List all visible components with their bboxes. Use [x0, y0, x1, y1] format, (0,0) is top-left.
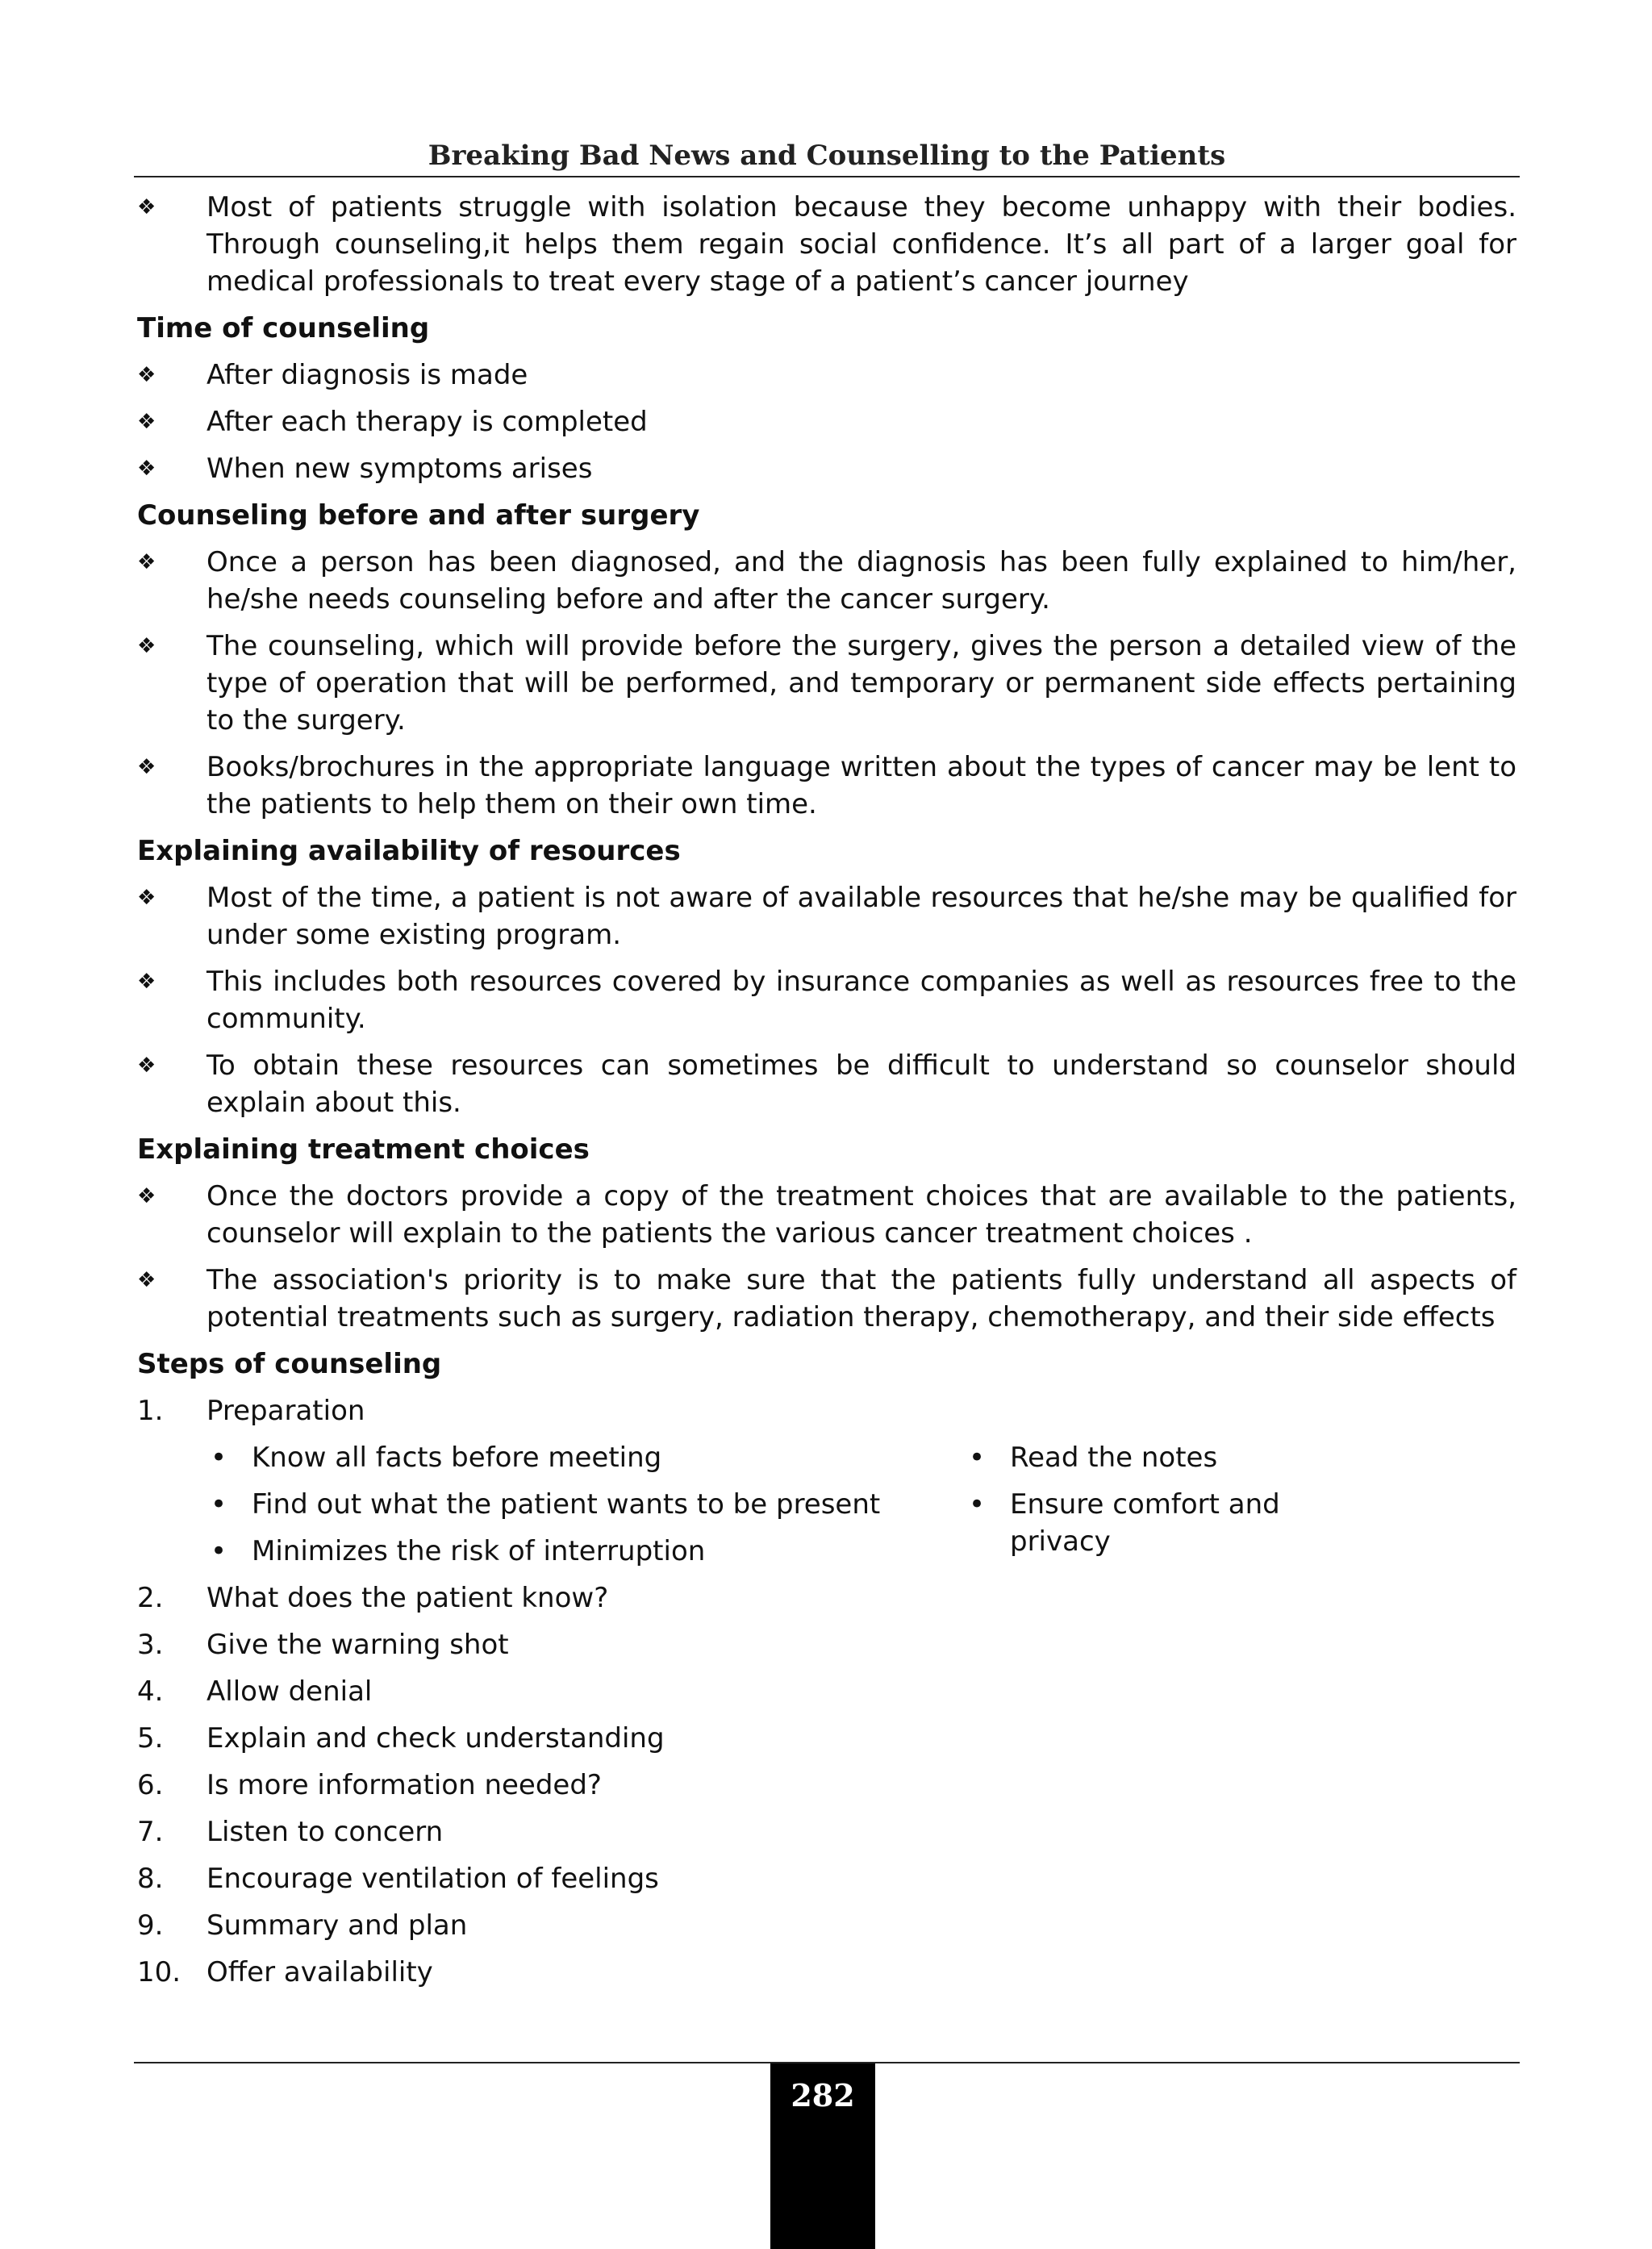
- step-item: [137, 1579, 1516, 1617]
- section-heading-time-of-counseling: Time of counseling: [137, 312, 430, 344]
- sub-list-item: [206, 1486, 965, 1523]
- bullet-text: When new symptoms arises: [206, 453, 593, 485]
- diamond-bullet-icon: ❖: [137, 457, 156, 481]
- page-number-box: [770, 2063, 875, 2249]
- diamond-bullet-icon: ❖: [137, 886, 156, 910]
- dot-bullet-icon: •: [968, 1442, 986, 1474]
- step-text: Preparation: [206, 1395, 365, 1427]
- step-number: 8.: [137, 1863, 164, 1895]
- step-text: Offer availability: [206, 1956, 433, 1988]
- page-number: 282: [791, 2077, 855, 2113]
- diamond-bullet-icon: ❖: [137, 1054, 156, 1078]
- sub-list-item: [206, 1439, 965, 1476]
- step-number: 6.: [137, 1769, 164, 1801]
- sub-item-text: Minimizes the risk of interruption: [252, 1535, 706, 1567]
- section-heading-steps: Steps of counseling: [137, 1348, 442, 1380]
- diamond-bullet-icon: ❖: [137, 550, 156, 574]
- step-text: Allow denial: [206, 1675, 373, 1708]
- diamond-bullet-icon: ❖: [137, 755, 156, 779]
- step-text: Listen to concern: [206, 1816, 444, 1848]
- step-number: 10.: [137, 1956, 181, 1988]
- step-item: [137, 1954, 1516, 1991]
- diamond-bullet-icon: ❖: [137, 195, 156, 219]
- header-divider: [134, 176, 1520, 177]
- sub-list-item: [965, 1439, 1368, 1476]
- step-text: Summary and plan: [206, 1909, 468, 1942]
- diamond-bullet-icon: ❖: [137, 970, 156, 994]
- step-item: [137, 1392, 1516, 1429]
- step-number: 1.: [137, 1395, 164, 1427]
- section-heading-treatment-choices: Explaining treatment choices: [137, 1133, 590, 1166]
- list-item: [137, 628, 1516, 739]
- list-item: [137, 357, 1516, 394]
- sub-item-text: Know all facts before meeting: [252, 1442, 662, 1474]
- bullet-text: Once the doctors provide a copy of the treatment choices that are available to the patients, counselor will explain to the patients the various cancer treatment choices .: [206, 1180, 1516, 1250]
- step-text: Is more information needed?: [206, 1769, 602, 1801]
- step-number: 9.: [137, 1909, 164, 1942]
- sub-item-text: Read the notes: [1010, 1442, 1218, 1474]
- step-text: Encourage ventilation of feelings: [206, 1863, 659, 1895]
- sub-item-text: Ensure comfort and privacy: [1010, 1488, 1280, 1558]
- sub-list-item: [206, 1533, 965, 1570]
- step-text: What does the patient know?: [206, 1582, 609, 1614]
- section-heading-resources: Explaining availability of resources: [137, 835, 681, 867]
- bullet-text: Most of the time, a patient is not aware of available resources that he/she may be qualified for under some existing program.: [206, 882, 1516, 951]
- sub-item-text: Find out what the patient wants to be present: [252, 1488, 881, 1521]
- page-content: [137, 189, 1516, 2001]
- step-item: [137, 1673, 1516, 1710]
- step-item: [137, 1813, 1516, 1851]
- list-item: [137, 1262, 1516, 1336]
- list-item: [137, 879, 1516, 953]
- step-text: Give the warning shot: [206, 1629, 509, 1661]
- bullet-text: After each therapy is completed: [206, 406, 648, 438]
- bullet-text: The counseling, which will provide before the surgery, gives the person a detailed view of the type of operation that will be performed, and temporary or permanent side effects pertaining to the surgery.: [206, 630, 1516, 736]
- diamond-bullet-icon: ❖: [137, 1184, 156, 1208]
- bullet-text: The association's priority is to make sure that the patients fully understand all aspects of potential treatments such as surgery, radiation therapy, chemotherapy, and their side effects: [206, 1264, 1516, 1333]
- list-item: [137, 450, 1516, 487]
- step-number: 5.: [137, 1722, 164, 1755]
- step-item: [137, 1767, 1516, 1804]
- page-header-title: Breaking Bad News and Counselling to the Patients: [428, 140, 1226, 172]
- bullet-text: Books/brochures in the appropriate language written about the types of cancer may be lent to the patients to help them on their own time.: [206, 751, 1516, 820]
- bullet-text: Once a person has been diagnosed, and the diagnosis has been fully explained to him/her, he/she needs counseling before and after the cancer surgery.: [206, 546, 1516, 615]
- diamond-bullet-icon: ❖: [137, 1268, 156, 1292]
- diamond-bullet-icon: ❖: [137, 363, 156, 387]
- diamond-bullet-icon: ❖: [137, 410, 156, 434]
- section-heading-counseling-surgery: Counseling before and after surgery: [137, 499, 700, 532]
- step-text: Explain and check understanding: [206, 1722, 665, 1755]
- step-item: [137, 1626, 1516, 1663]
- list-item: [137, 1178, 1516, 1252]
- step-item: [137, 1860, 1516, 1897]
- preparation-sublist: [137, 1439, 1516, 1570]
- bullet-text: To obtain these resources can sometimes be difficult to understand so counselor should explain about this.: [206, 1049, 1516, 1119]
- step-number: 3.: [137, 1629, 164, 1661]
- bullet-text: Most of patients struggle with isolation because they become unhappy with their bodies. Through counseling,it helps them regain social confidence. It’s all part of a larger goal for medical professionals to treat every stage of a patient’s cancer journey: [206, 191, 1516, 298]
- bullet-text: After diagnosis is made: [206, 359, 528, 391]
- dot-bullet-icon: •: [210, 1442, 227, 1474]
- bullet-text: This includes both resources covered by insurance companies as well as resources free to the community.: [206, 966, 1516, 1035]
- list-item: [137, 749, 1516, 823]
- list-item: [137, 544, 1516, 618]
- dot-bullet-icon: •: [210, 1488, 227, 1521]
- dot-bullet-icon: •: [210, 1535, 227, 1567]
- list-item: [137, 1047, 1516, 1121]
- list-item: [137, 963, 1516, 1037]
- list-item: [137, 403, 1516, 440]
- step-item: [137, 1720, 1516, 1757]
- step-number: 4.: [137, 1675, 164, 1708]
- step-item: [137, 1907, 1516, 1944]
- step-number: 2.: [137, 1582, 164, 1614]
- diamond-bullet-icon: ❖: [137, 634, 156, 658]
- sub-list-item: [965, 1486, 1368, 1558]
- intro-bullet: [137, 189, 1516, 300]
- dot-bullet-icon: •: [968, 1488, 986, 1521]
- step-number: 7.: [137, 1816, 164, 1848]
